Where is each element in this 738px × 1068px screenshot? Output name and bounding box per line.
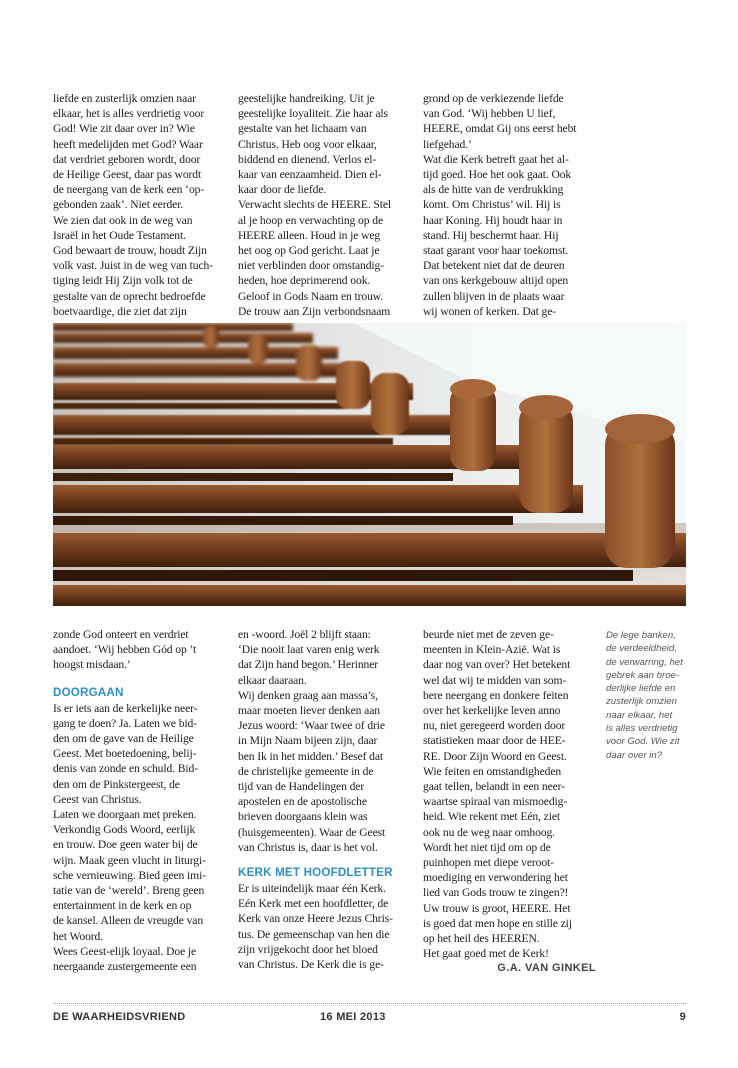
body-line: zijn vrijgekocht door het bloed — [238, 942, 378, 956]
body-line: God! Wie zit daar over in? Wie — [53, 122, 195, 136]
body-line: sche vernieuwing. Bied geen imi- — [53, 868, 206, 882]
body-line: tijd van de Handelingen der — [238, 780, 365, 794]
body-line: bere neergang en donkere feiten — [423, 688, 569, 702]
body-line: HEERE alleen. Houd in je weg — [238, 228, 381, 242]
body-line: van God. ‘Wij hebben U lief, — [423, 107, 556, 121]
body-line: van Christus. De Kerk die is ge- — [238, 958, 384, 972]
body-line: daar nog van over? Het betekent — [423, 658, 571, 672]
body-line: HEERE, omdat Gij ons eerst hebt — [423, 122, 577, 136]
body-line: beurde niet met de zeven ge- — [423, 628, 554, 641]
body-line: grond op de verkiezende liefde — [423, 92, 564, 105]
body-line: Israël in het Oude Testament. — [53, 228, 186, 242]
body-line: heeft medelijden met God? Waar — [53, 137, 203, 151]
footer-divider — [53, 1003, 686, 1004]
body-line: apostelen en de apostolische — [238, 795, 367, 809]
body-line: gang te doen? Ja. Laten we bid- — [53, 716, 198, 730]
body-line: (huisgemeenten). Waar de Geest — [238, 825, 386, 839]
body-line: haar Koning. Hij houdt haar in — [423, 213, 563, 227]
body-line: Christus. Heb oog voor elkaar, — [238, 137, 377, 151]
section-heading-doorgaan: DOORGAAN — [53, 685, 124, 699]
church-pews-photo — [53, 323, 686, 606]
body-line: Geest van Christus. — [53, 792, 142, 806]
church-pews-illustration — [53, 323, 686, 606]
caption-line: De lege banken, — [606, 630, 676, 641]
body-line: puinhopen met diepe veroot- — [423, 856, 554, 870]
body-line: geestelijke handreiking. Uit je — [238, 92, 375, 105]
body-line: maar moeten liever denken aan — [238, 704, 380, 718]
body-line: als de hitte van de verdrukking — [423, 183, 564, 197]
body-line: statistieken maar door de HEE- — [423, 734, 566, 748]
body-line: Dat betekent niet dat de deuren — [423, 259, 565, 273]
body-line: en -woord. Joël 2 blijft staan: — [238, 628, 371, 641]
top-column-2 — [238, 91, 410, 319]
body-line: niet verblinden door omstandig- — [238, 259, 384, 273]
caption-line: de verdeeldheid, — [606, 643, 677, 655]
body-line: gaat tellen, belandt in een neer- — [423, 780, 565, 794]
body-line: lied van Gods trouw te zingen?! — [423, 886, 569, 900]
body-line: Het gaat goed met de Kerk! — [423, 947, 549, 961]
body-line: van ons kerkgebouw altijd open — [423, 274, 569, 288]
body-line: De trouw aan Zijn verbondsnaam — [238, 304, 391, 318]
magazine-name: DE WAARHEIDSVRIEND — [53, 1011, 186, 1023]
body-line: ook nu de weg naar omhoog. — [423, 825, 555, 839]
body-line: gestalte van de oprecht bedroefde — [53, 289, 206, 303]
body-line: en trouw. Doe geen water bij de — [53, 838, 198, 852]
body-line: boetvaardige, die ziet dat zijn — [53, 304, 187, 318]
body-line: hoogst misdaan.’ — [53, 658, 131, 672]
body-line: in Mijn Naam bijeen zijn, daar — [238, 734, 378, 748]
body-line: Verkondig Gods Woord, eerlijk — [53, 823, 196, 837]
body-line: nu, niet geregeerd worden door — [423, 719, 566, 733]
body-line: geestelijke loyaliteit. Zie haar als — [238, 107, 388, 121]
page-number: 9 — [679, 1011, 686, 1023]
body-line: Geest. Met boetedoening, belij- — [53, 747, 197, 761]
caption-line: voor God. Wie zit — [606, 736, 680, 748]
body-line: aandoet. ‘Wij hebben Gód op ’t — [53, 643, 197, 657]
body-line: het oog op God gericht. Laat je — [238, 244, 380, 258]
body-line: meenten in Klein-Azië. Wat is — [423, 643, 561, 657]
body-line: Wordt het niet tijd om op de — [423, 840, 551, 854]
body-line: biddend en dienend. Verlos el- — [238, 152, 377, 166]
body-line: over het kerkelijke leven anno — [423, 704, 561, 718]
body-line: denis van zonde en schuld. Bid- — [53, 762, 199, 776]
body-line: den om de gave van de Heilige — [53, 732, 194, 746]
body-line: Wat die Kerk betreft gaat het al- — [423, 152, 569, 166]
body-line: is goed dat men hope en stille zij — [423, 916, 572, 930]
body-line: Eén Kerk met een hoofdletter, de — [238, 897, 389, 911]
issue-date: 16 MEI 2013 — [320, 1011, 386, 1023]
body-line: Verwacht slechts de HEERE. Stel — [238, 198, 392, 212]
body-line: liefde en zusterlijk omzien naar — [53, 92, 196, 105]
body-line: heid. Wie rekent met Eén, ziet — [423, 810, 560, 824]
body-line: elkaar daaraan. — [238, 673, 307, 687]
body-line: Laten we doorgaan met preken. — [53, 808, 197, 822]
body-line: Geloof in Gods Naam en trouw. — [238, 289, 384, 303]
body-line: gebonden zaak’. Niet eerder. — [53, 198, 184, 212]
body-line: elkaar, het is alles verdrietig voor — [53, 107, 205, 121]
body-line: liefgehad.’ — [423, 137, 472, 151]
body-line: staat garant voor haar toekomst. — [423, 244, 569, 258]
bottom-column-1 — [53, 627, 225, 974]
author-signature: G.A. VAN GINKEL — [497, 962, 596, 975]
body-line: ben Ik in het midden.’ Besef dat — [238, 749, 384, 763]
body-line: op het heil des HEEREN. — [423, 932, 540, 946]
body-line: al je hoop en verwachting op de — [238, 213, 383, 227]
caption-line: zusterlijk omzien — [606, 696, 677, 708]
caption-line: daar over in? — [606, 749, 662, 761]
section-heading-kerk-met-hoofdletter: KERK MET HOOFDLETTER — [238, 866, 393, 880]
body-line: tus. De gemeenschap van hen die — [238, 927, 390, 941]
body-line: Wie feiten en omstandigheden — [423, 764, 562, 778]
body-line: zullen blijven in de plaats waar — [423, 289, 565, 303]
body-line: stand. Hij beschermt haar. Hij — [423, 228, 559, 242]
body-line: Er is uiteindelijk maar één Kerk. — [238, 882, 387, 896]
body-line: volk vast. Juist in de weg van tuch- — [53, 259, 213, 273]
body-line: het Woord. — [53, 929, 104, 943]
body-line: de christelijke gemeente in de — [238, 764, 374, 778]
body-line: wijn. Maak geen vlucht in liturgi- — [53, 853, 206, 867]
body-line: komt. Om Christus’ wil. Hij is — [423, 198, 561, 212]
body-line: van Christus is, daar is het vol. — [238, 840, 378, 854]
caption-line: derlijke liefde en — [606, 683, 676, 695]
body-line: de Heilige Geest, daar pas wordt — [53, 168, 202, 182]
body-line: God bewaart de trouw, houdt Zijn — [53, 244, 207, 258]
caption-line: de verwarring, het — [606, 656, 683, 668]
bottom-column-3 — [423, 627, 598, 977]
body-line: de kansel. Alleen de vreugde van — [53, 914, 204, 928]
body-line: neergaande zustergemeente een — [53, 960, 197, 974]
body-line: Jezus woord: ‘Waar twee of drie — [238, 719, 385, 733]
body-line: tiging leidt Hij Zijn volk tot de — [53, 274, 193, 288]
body-line: Kerk van onze Heere Jezus Chris- — [238, 912, 393, 926]
top-column-1 — [53, 91, 225, 319]
body-line: den om de Pinkstergeest, de — [53, 777, 180, 791]
bottom-column-2 — [238, 627, 410, 972]
photo-caption — [606, 629, 686, 762]
body-line: Wees Geest-elijk loyaal. Doe je — [53, 944, 197, 958]
caption-line: gebrek aan broe- — [606, 669, 680, 681]
body-line: moediging en verwondering het — [423, 871, 568, 885]
body-line: kaar van eenzaamheid. Dien el- — [238, 168, 382, 182]
body-line: tijd goed. Hoe het ook gaat. Ook — [423, 168, 572, 182]
body-line: waartse spiraal van mismoedig- — [423, 795, 568, 809]
body-line: We zien dat ook in de weg van — [53, 213, 193, 227]
body-line: dat Zijn hand begon.’ Herinner — [238, 658, 379, 672]
body-line: ‘Die nooit laat varen enig werk — [238, 643, 380, 657]
body-line: RE. Door Zijn Woord en Geest. — [423, 749, 567, 763]
body-line: brieven doorgaans klein was — [238, 810, 368, 824]
body-line: Uw trouw is groot, HEERE. Het — [423, 901, 571, 915]
caption-line: is alles verdrietig — [606, 723, 678, 735]
body-line: entertainment in de kerk en op — [53, 899, 192, 913]
body-line: wel dat wij te midden van som- — [423, 673, 567, 687]
body-line: Is er iets aan de kerkelijke neer- — [53, 701, 198, 715]
body-line: dat verdriet geboren wordt, door — [53, 152, 201, 166]
body-line: kaar door de liefde. — [238, 183, 327, 197]
body-line: Wij denken graag aan massa’s, — [238, 688, 378, 702]
top-column-3 — [423, 91, 595, 319]
body-line: de neergang van de kerk een ‘op- — [53, 183, 205, 197]
caption-line: naar elkaar, het — [606, 709, 673, 721]
body-line: heden, hoe deprimerend ook. — [238, 274, 371, 288]
body-line: tatie van de ‘wereld’. Breng geen — [53, 884, 205, 898]
body-line: zonde God onteert en verdriet — [53, 628, 189, 641]
body-line: gestalte van het lichaam van — [238, 122, 367, 136]
body-line: wij wonen of kerken. Dat ge- — [423, 304, 557, 318]
